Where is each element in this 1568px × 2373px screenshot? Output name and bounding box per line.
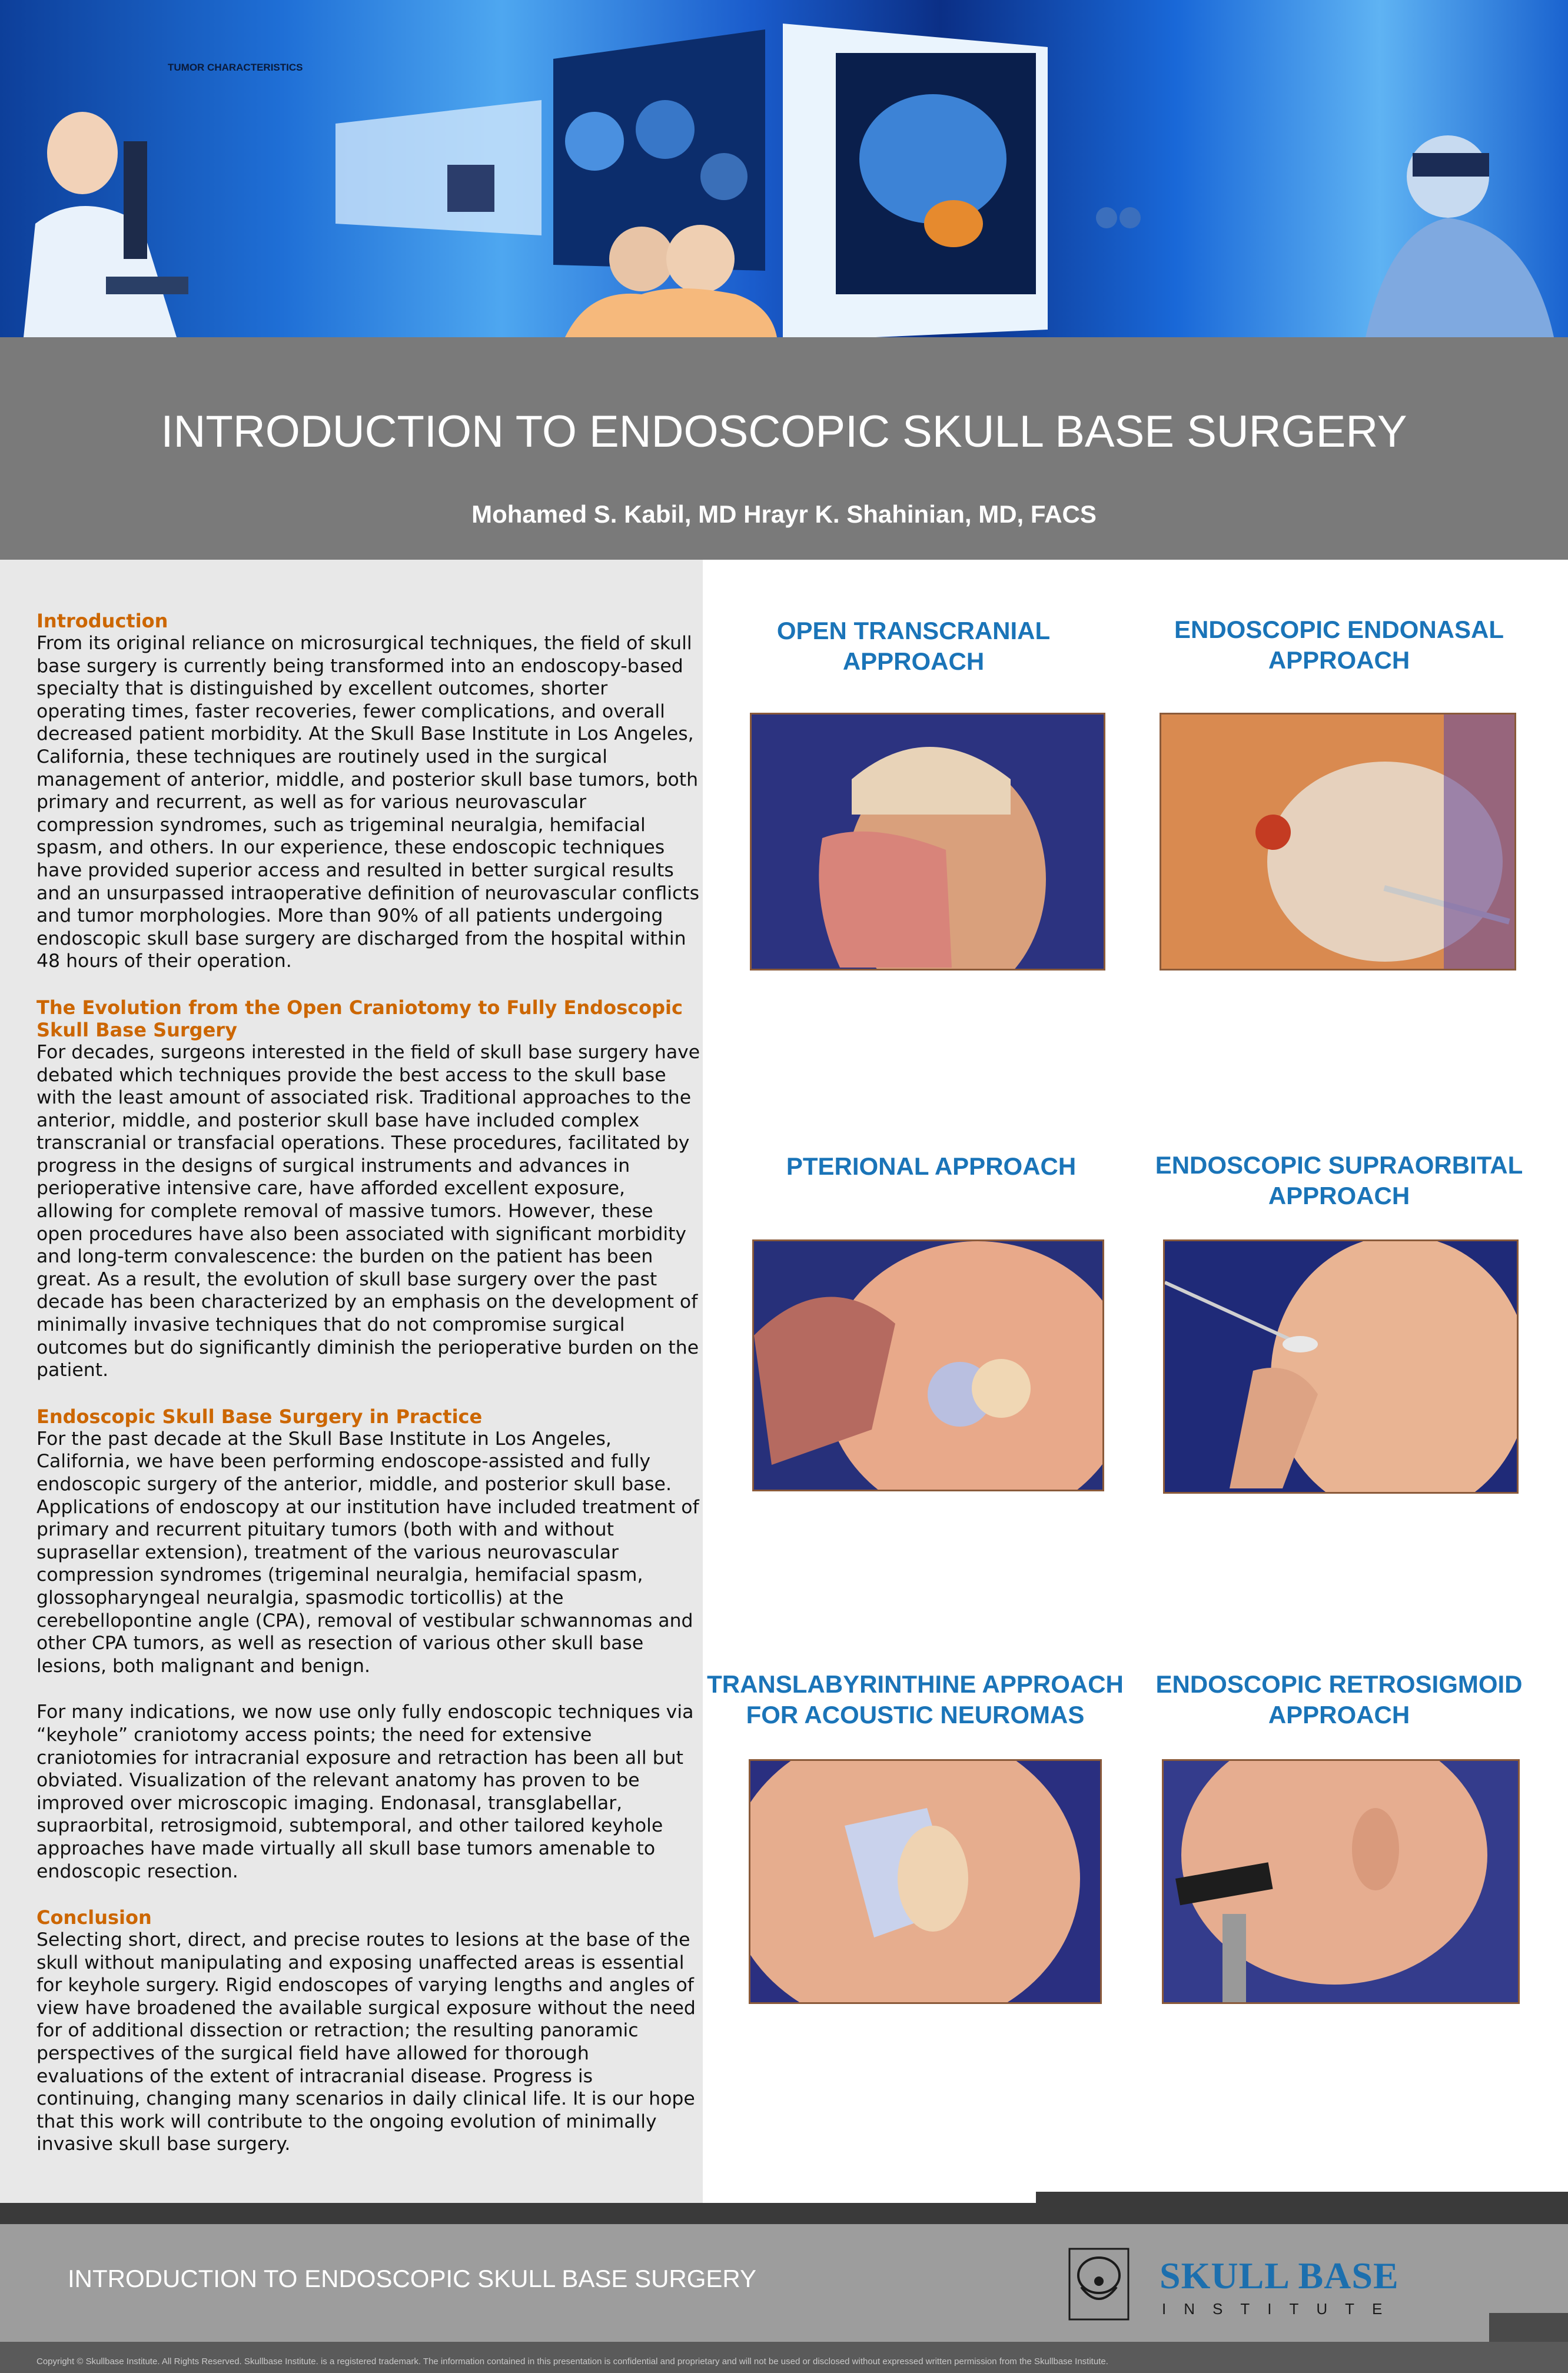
figure-supraorbital-image [1163,1239,1519,1494]
section-heading-conclusion: Conclusion [36,1906,152,1929]
text-block [36,610,702,2156]
section-body-introduction: From its original reliance on microsurgical techniques, the field of skull base surgery is currently being transformed into an endoscopy-based specialty that is distinguished by excellent outcomes, shorter operating times, faster recoveries, fewer complications, and overall decreased patient morbidity. At the Skull Base Institute in Los Angeles, California, these techniques are routinely used in the surgical management of anterior, middle, and posterior skull base tumors, both primary and recurrent, as well as for various neurovascular compression syndromes, such as trigeminal neuralgia, hemifacial spasm, and others. In our experience, these endoscopic techniques have provided superior access and resulted in better surgical results and an unsurpassed intraoperative definition of neurovascular conflicts and tumor morphologies. More than 90% of all patients undergoing endoscopic skull base surgery are discharged from the hospital within 48 hours of their operation. [36,633,700,972]
skull-logo-icon [1067,2246,1131,2322]
figure-title-endonasal: ENDOSCOPIC ENDONASAL APPROACH [1174,616,1504,674]
section-body-conclusion: Selecting short, direct, and precise routes to lesions at the base of the skull without manipulating and exposing unaffected areas is essential for keyhole surgery. Rigid endoscopes of varying lengths and angles of view have broadened the available surgical exposure without the need for of additional dissection or retraction; the resulting panoramic perspectives of the surgical field have allowed for thorough evaluations of the extent of intracranial disease. Progress is continuing, changing many scenarios in daily clinical life. It is our hope that this work will contribute to the ongoing evolution of minimally invasive skull base surgery. [36,1929,696,2155]
skull-base-institute-logo [1067,2241,1431,2324]
footer-title: INTRODUCTION TO ENDOSCOPIC SKULL BASE SURGERY [68,2265,757,2292]
figure-title-open-transcranial: OPEN TRANSCRANIAL APPROACH [776,617,1051,675]
figure-title-supraorbital: ENDOSCOPIC SUPRAORBITAL APPROACH [1155,1151,1523,1209]
figure-translabyrinthine-image [749,1759,1102,2004]
section-heading-evolution: The Evolution from the Open Craniotomy to Fully Endoscopic Skull Base Surgery [36,996,683,1041]
figure-endonasal-image [1160,713,1516,971]
figure-open-transcranial-image [750,713,1105,971]
footer-dark-bar [0,2203,1568,2224]
figure-retrosigmoid-image [1162,1759,1520,2004]
figure-title-retrosigmoid: ENDOSCOPIC RETROSIGMOID APPROACH [1155,1670,1523,1729]
figure-title-pterional: PTERIONAL APPROACH [786,1152,1077,1180]
figure-pterional-image [752,1239,1104,1491]
section-body-practice: For the past decade at the Skull Base Institute in Los Angeles, California, we have been performing endoscope-assisted and fully endoscopic surgery of the anterior, middle, and posterior skull base. Applications of endoscopy at our institution have included treatment of primary and recurrent pituitary tumors (both with and without suprasellar extension), treatment of the various neurovascular compression syndromes (trigeminal neuralgia, hemifacial spasm, glossopharyngeal neuralgia, spasmodic torticollis) at the cerebellopontine angle (CPA), removal of vestibular schwannomas and other CPA tumors, as well as resection of various other skull base lesions, both malignant and benign. [36,1428,699,1677]
copyright-notice: Copyright © Skullbase Institute. All Rights Reserved. Skullbase Institute. is a registered trademark. The information contained in this presentation is confidential and proprietary and will not be used or disclosed without expressed written permission from the Skullbase Institute. [36,2357,1108,2367]
logo-title: SKULL BASE [1160,2255,1399,2296]
banner-caption: TUMOR CHARACTERISTICS [168,62,303,73]
section-body-practice-2: For many indications, we now use only fully endoscopic techniques via “keyhole” craniotomy access points; the need for extensive craniotomies for intracranial exposure and retraction has been all but obviated. Visualization of the relevant anatomy has proven to be improved over microscopic imaging. Endonasal, transglabellar, supraorbital, retrosigmoid, subtemporal, and other tailored keyhole approaches have made virtually all skull base tumors amenable to endoscopic resection. [36,1701,694,1882]
header-banner-image [0,0,1568,337]
authors-line: Mohamed S. Kabil, MD Hrayr K. Shahinian, MD, FACS [471,500,1097,528]
section-heading-introduction: Introduction [36,610,168,632]
section-heading-practice: Endoscopic Skull Base Surgery in Practice [36,1405,483,1428]
page-title: INTRODUCTION TO ENDOSCOPIC SKULL BASE SURGERY [161,407,1407,457]
figure-title-translabyrinthine: TRANSLABYRINTHINE APPROACH FOR ACOUSTIC NEUROMAS [707,1670,1124,1729]
logo-subtitle: INSTITUTE [1162,2300,1400,2318]
section-body-evolution: For decades, surgeons interested in the field of skull base surgery have debated which techniques provide the best access to the skull base with the least amount of associated risk. Traditional approaches to the anterior, middle, and posterior skull base have included complex transcranial or transfacial operations. These procedures, facilitated by progress in the designs of surgical instruments and advances in perioperative intensive care, have afforded excellent exposure, allowing for complete removal of massive tumors. However, these open procedures have also been associated with significant morbidity and long-term convalescence: the burden on the patient has been great. As a result, the evolution of skull base surgery over the past decade has been characterized by an emphasis on the development of minimally invasive techniques that do not compromise surgical outcomes but do significantly diminish the perioperative burden on the patient. [36,1041,700,1381]
